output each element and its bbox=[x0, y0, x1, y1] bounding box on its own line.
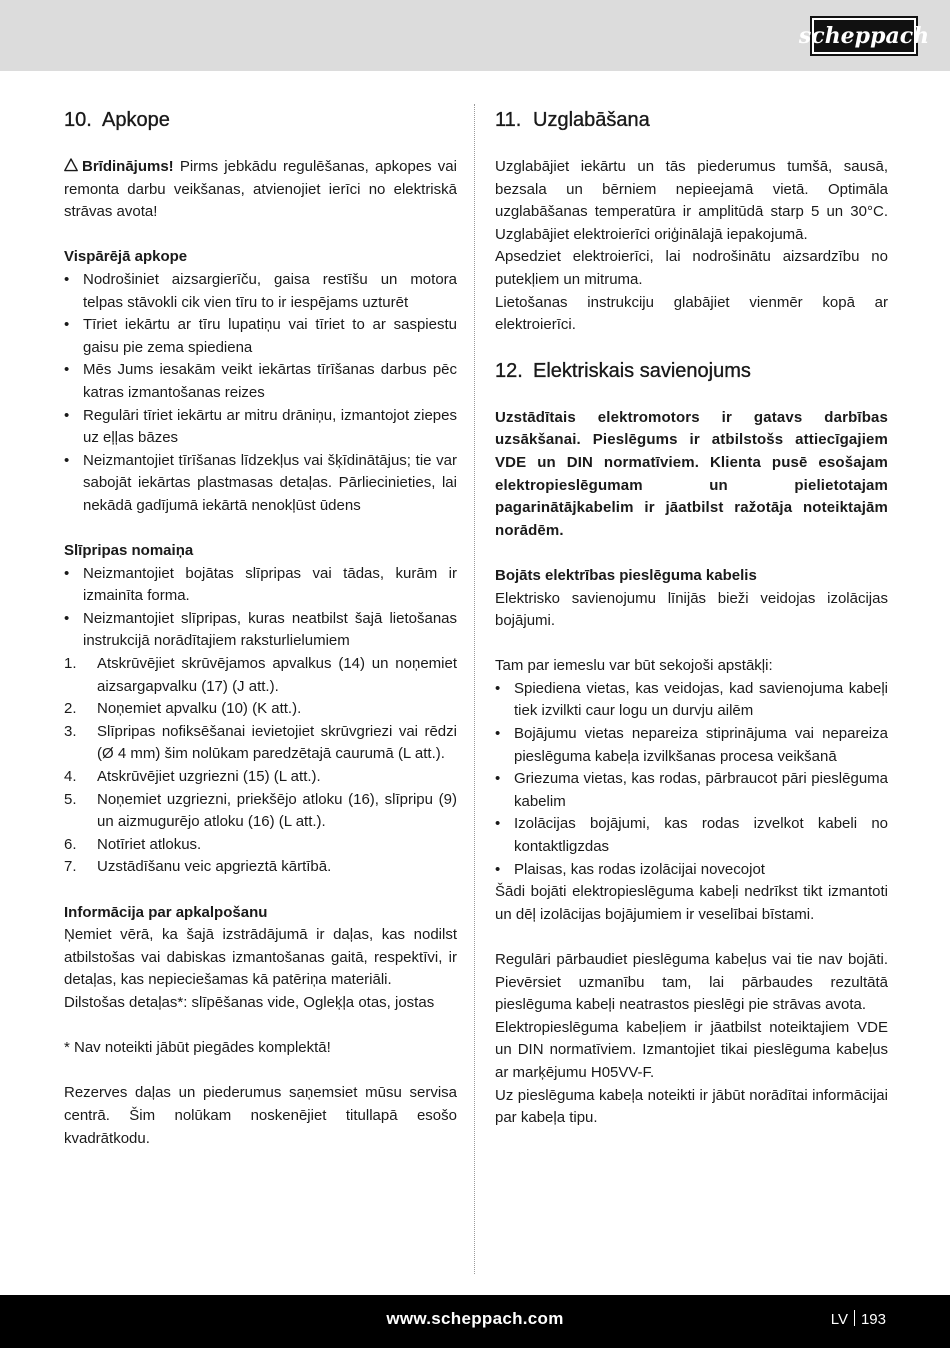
list-item: • Griezuma vietas, kas rodas, pārbraucot pāri pieslēguma kabelim bbox=[495, 770, 888, 810]
page-number bbox=[831, 1310, 886, 1328]
storage-paragraph: Uzglabājiet iekārtu un tās piederumus tumšā, sausā, bezsala un bērniem nepieejamā vietā. Optimāla uzglabāšanas temperatūra ir amplitūdā starp 5 un 30°C. Uzglabājiet elektroierīci oriģinālajā iepakojumā. bbox=[495, 158, 888, 243]
page-number-value: 193 bbox=[860, 1311, 886, 1328]
list-item: • Neizmantojiet slīpripas, kuras neatbilst šajā lietošanas instrukcijā norādītajiem raksturlielumiem bbox=[64, 609, 457, 650]
cable-paragraph: Regulāri pārbaudiet pieslēguma kabeļus vai tie nav bojāti. Pievērsiet uzmanību tam, lai pārbaudes rezultātā pieslēguma kabeļi neatrastos pieslēgi pie strāvas avota. bbox=[495, 951, 888, 1014]
footer-band bbox=[0, 1295, 950, 1348]
column-divider bbox=[474, 104, 475, 1274]
step-item: 6. Notīriet atlokus. bbox=[64, 835, 202, 853]
step-item: 7. Uzstādīšanu veic apgrieztā kārtībā. bbox=[64, 858, 332, 876]
list-item: • Tīriet iekārtu ar tīru lupatiņu vai tīriet to ar saspiestu gaisu pie zema spiediena bbox=[64, 316, 457, 356]
storage-paragraph: Lietošanas instrukciju glabājiet vienmēr kopā ar elektroierīci. bbox=[495, 293, 888, 334]
cable-paragraph: Šādi bojāti elektropieslēguma kabeļi nedrīkst tikt izmantoti un dēļ izolācijas bojājumiem ir veselībai bīstami. bbox=[495, 883, 888, 923]
service-info-heading: Informācija par apkalpošanu bbox=[64, 903, 268, 921]
warning-label: Brīdinājums! bbox=[82, 158, 174, 175]
list-item: • Mēs Jums iesakām veikt iekārtas tīrīšanas darbus pēc katras izmantošanas reizes bbox=[64, 361, 457, 401]
heading-title: Apkope bbox=[102, 109, 170, 131]
footer-website-link[interactable]: www.scheppach.com bbox=[386, 1309, 564, 1328]
list-item: • Bojājumu vietas nepareiza stiprinājuma vai nepareiza pieslēguma kabeļa izvilkšanas procesa veikšanā bbox=[495, 725, 888, 765]
step-item: 1. Atskrūvējiet skrūvējamos apvalkus (14) un noņemiet aizsargapvalku (17) (J att.). bbox=[64, 655, 457, 695]
list-item: • Neizmantojiet tīrīšanas līdzekļus vai šķīdinātājus; tie var sabojāt iekārtas plastmasas detaļas. Pārliecinieties, lai nekādā gadījumā iekārtā nenokļūst ūdens bbox=[64, 451, 457, 514]
service-note: * Nav noteikti jābūt piegādes komplektā! bbox=[64, 1039, 331, 1057]
step-item: 2. Noņemiet apvalku (10) (K att.). bbox=[64, 700, 302, 718]
heading-title: Uzglabāšana bbox=[533, 109, 650, 131]
list-item: • Spiediena vietas, kas veidojas, kad savienojuma kabeļi tiek izvilkti caur logu un durvju ailēm bbox=[495, 679, 888, 720]
general-maintenance-list bbox=[64, 269, 457, 518]
heading-title: Elektriskais savienojums bbox=[533, 359, 751, 382]
heading-number: 11. bbox=[495, 109, 522, 131]
cable-paragraph: Uz pieslēguma kabeļa noteikti ir jābūt norādītai informācijai par kabeļa tipu. bbox=[495, 1086, 888, 1127]
step-item: 3. Slīpripas nofiksēšanai ievietojiet skrūvgriezi vai rēdzi (Ø 4 mm) šim nolūkam paredzētajā caurumā (L att.). bbox=[64, 722, 457, 763]
heading-number: 10. bbox=[64, 109, 92, 131]
causes-list bbox=[495, 678, 888, 881]
list-item: • Plaisas, kas rodas izolācijai novecojot bbox=[495, 860, 765, 878]
right-column bbox=[495, 106, 888, 1130]
language-code: LV bbox=[830, 1311, 848, 1328]
section-heading-storage bbox=[495, 106, 888, 134]
step-item: 5. Noņemiet uzgriezni, priekšējo atloku (16), slīpripu (9) un aizmugurējo atloku (16) (L att.). bbox=[64, 790, 457, 831]
service-paragraph: Rezerves daļas un piederumus saņemsiet mūsu servisa centrā. Šim nolūkam noskenējiet titullapā esošo kvadrātkodu. bbox=[64, 1084, 457, 1147]
left-column bbox=[64, 106, 457, 1150]
warning-text: Pirms jebkādu regulēšanas, apkopes vai remonta darbu veikšanas, atvienojiet ierīci no elektriskā strāvas avota! bbox=[64, 158, 457, 221]
cable-paragraph: Elektropieslēguma kabeļiem ir jāatbilst noteiktajiem VDE un DIN normatīviem. Izmantojiet tikai pieslēguma kabeļus ar marķējumu H05VV-F. bbox=[495, 1018, 888, 1081]
causes-intro: Tam par iemeslu var būt sekojoši apstākļi: bbox=[495, 657, 773, 675]
brand-logo: scheppach bbox=[810, 16, 918, 56]
section-heading-maintenance bbox=[64, 106, 457, 134]
damaged-cable-heading: Bojāts elektrības pieslēguma kabelis bbox=[495, 566, 757, 584]
step-item: 4. Atskrūvējiet uzgriezni (15) (L att.). bbox=[64, 768, 321, 786]
list-item: • Regulāri tīriet iekārtu ar mitru drāniņu, izmantojot ziepes uz eļļas bāzes bbox=[64, 406, 457, 447]
list-item: • Nodrošiniet aizsargierīču, gaisa restīšu un motora telpas stāvokli cik vien tīru to ir iespējams uzturēt bbox=[64, 270, 457, 311]
general-maintenance-heading: Vispārējā apkope bbox=[64, 248, 188, 266]
service-paragraph: Ņemiet vērā, ka šajā izstrādājumā ir daļas, kas nodilst atbilstošas vai dabiskas izmantošanas gaitā, respektīvi, ir detaļas, kas nepieciešamas kā patēriņa materiāli. bbox=[64, 926, 457, 989]
list-item: • Izolācijas bojājumi, kas rodas izvelkot kabeli no kontaktligzdas bbox=[495, 815, 888, 856]
warning-triangle-icon bbox=[64, 158, 78, 172]
disc-replacement-steps bbox=[64, 653, 457, 879]
header-band bbox=[0, 0, 950, 71]
warning-paragraph bbox=[64, 156, 457, 224]
cable-paragraph: Elektrisko savienojumu līnijās bieži veidojas izolācijas bojājumi. bbox=[495, 589, 888, 630]
section-heading-electrical bbox=[495, 357, 888, 385]
disc-replacement-heading: Slīpripas nomaiņa bbox=[64, 542, 194, 560]
electrical-intro: Uzstādītais elektromotors ir gatavs darbības uzsākšanai. Pieslēgums ir atbilstošs attiecīgajiem VDE un DIN normatīviem. Klienta pusē esošajam elektropieslēgumam un pielietotajam pagarinātājkabelim ir jāatbilst ražotāja noteiktajām norādēm. bbox=[495, 408, 888, 539]
heading-number: 12. bbox=[495, 359, 523, 382]
service-paragraph: Dilstošas detaļas*: slīpēšanas vide, Ogleķļa otas, jostas bbox=[64, 993, 435, 1011]
storage-paragraph: Apsedziet elektroierīci, lai nodrošinātu aizsardzību no putekļiem un mitruma. bbox=[495, 248, 888, 288]
list-item: • Neizmantojiet bojātas slīpripas vai tādas, kurām ir izmainīta forma. bbox=[64, 564, 457, 605]
disc-replacement-bullets bbox=[64, 563, 457, 653]
